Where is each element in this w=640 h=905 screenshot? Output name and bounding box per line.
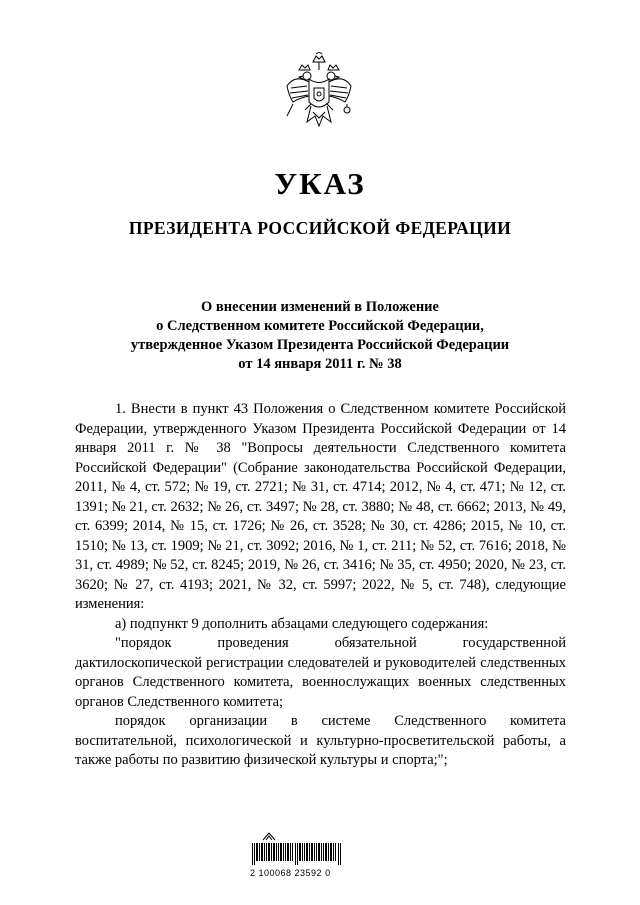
paragraph-item-1: 1. Внести в пункт 43 Положения о Следственном комитете Российской Федерации, утвержденного Указом Президента Российской Федерации от 14 января 2011 г. № 38 "Вопросы деятельности Следственного комитета Российской Федерации" (Собрание законодательства Российской Федерации, 2011, № 4, ст. 572; № 19, ст. 2721; № 31, ст. 4714; 2012, № 4, ст. 471; № 12, ст. 1391; № 21, ст. 2632; № 26, ст. 3497; № 28, ст. 3880; № 48, ст. 6662; 2013, № 49, ст. 6399; 2014, № 15, ст. 1726; № 26, ст. 3528; № 30, ст. 4286; 2015, № 10, ст. 1510; № 13, ст. 1909; № 21, ст. 3092; 2016, № 1, ст. 211; № 52, ст. 7616; 2018, № 31, ст. 4989; № 52, ст. 8245; 2019, № 26, ст. 3416; № 35, ст. 4950; 2020, № 23, ст. 3620; № 27, ст. 4193; 2021, № 32, ст. 5997; 2022, № 5, ст. 748), следующие изменения: bbox=[75, 401, 566, 612]
heading-line: О внесении изменений в Положение bbox=[201, 299, 439, 315]
barcode-number: 2 100068 23592 0 bbox=[250, 868, 331, 878]
decree-heading bbox=[70, 298, 570, 374]
decree-title: УКАЗ bbox=[274, 166, 366, 201]
printer-mark-icon bbox=[262, 830, 276, 842]
decree-subtitle: ПРЕЗИДЕНТА РОССИЙСКОЙ ФЕДЕРАЦИИ bbox=[128, 218, 512, 238]
barcode bbox=[252, 843, 342, 865]
heading-line: о Следственном комитете Российской Федерации, bbox=[156, 318, 484, 334]
heading-line: утвержденное Указом Президента Российской Федерации bbox=[130, 337, 510, 353]
paragraph-quote-2: порядок организации в системе Следственного комитета воспитательной, психологической и культурно-просветительской работы, а также работы по развитию физической культуры и спорта;"; bbox=[75, 713, 566, 768]
paragraph-quote-1: "порядок проведения обязательной государственной дактилоскопической регистрации следователей и руководителей следственных органов Следственного комитета, военнослужащих военных следственных органов Следственного комитета; bbox=[75, 635, 566, 710]
decree-body bbox=[75, 400, 566, 771]
paragraph-subitem-a: а) подпункт 9 дополнить абзацами следующего содержания: bbox=[115, 615, 489, 632]
heading-line: от 14 января 2011 г. № 38 bbox=[238, 356, 402, 372]
coat-of-arms-emblem bbox=[283, 52, 355, 138]
